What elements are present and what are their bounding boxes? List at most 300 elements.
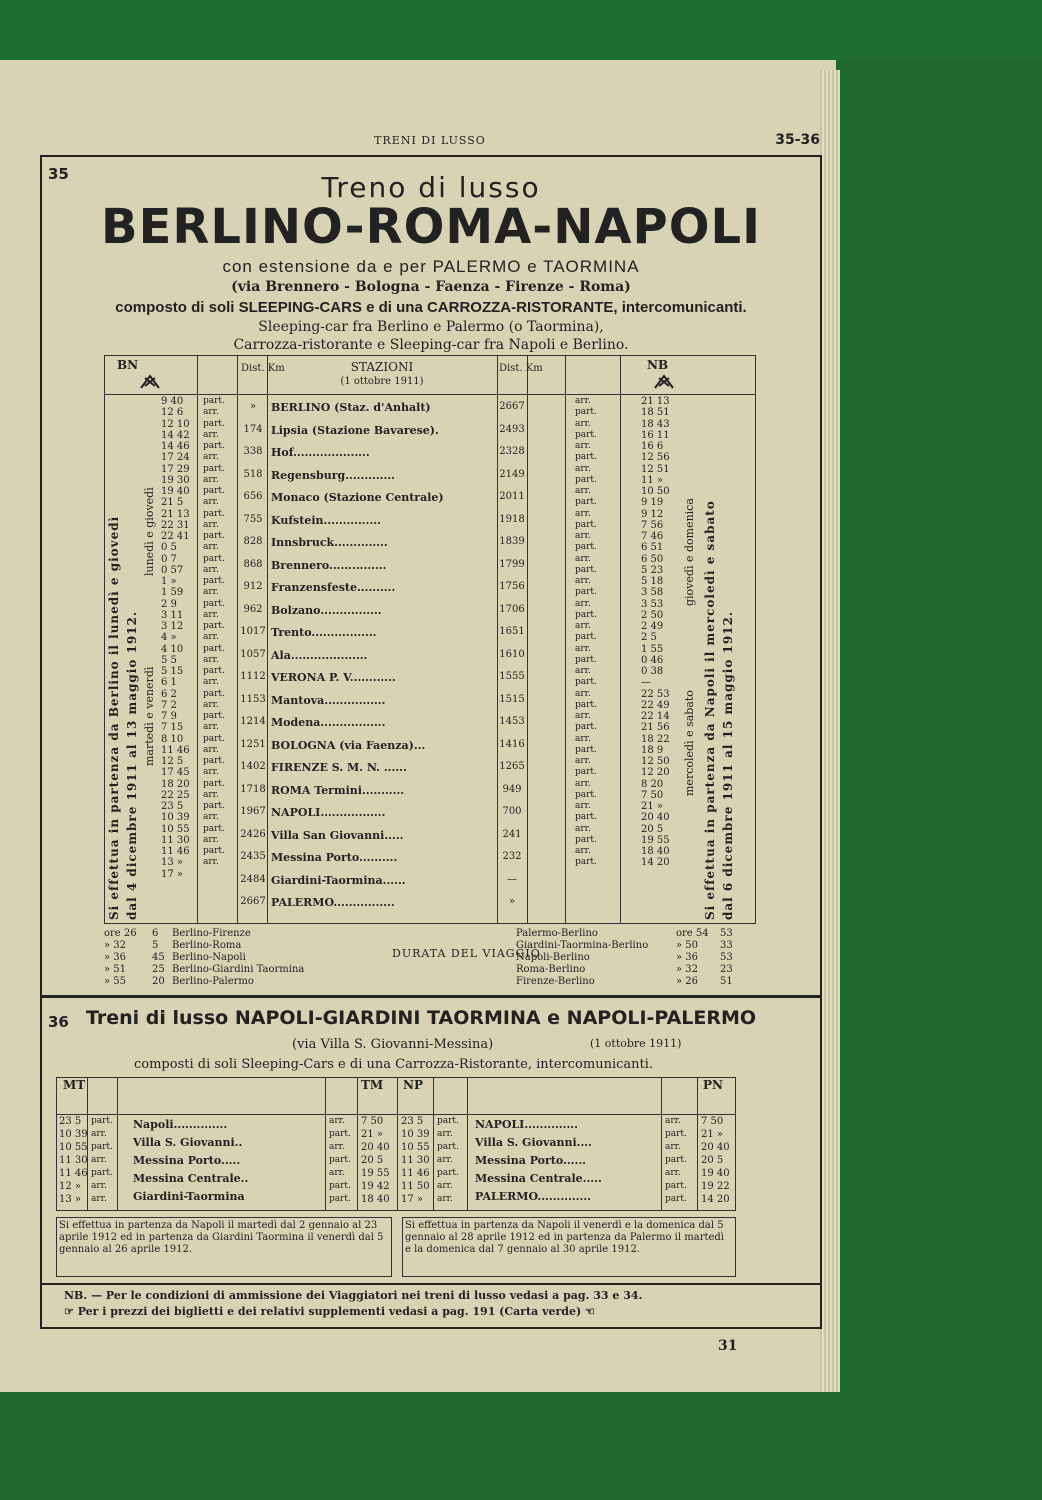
nb-time: 22 14 [641,711,670,722]
tm-time: 21 » [361,1129,384,1140]
bn-time: 9 40 [161,396,184,407]
nb-time: 12 20 [641,767,670,779]
pn-arr-part: part. [665,1194,687,1204]
bn-arr-part: part. [203,553,225,564]
section-subtitle: Treno di lusso [321,171,541,204]
left-service-note-a: Si effettua in partenza da Berlino il lunedì e giovedì [107,515,121,920]
duration-route: Berlino-Firenze [172,928,251,939]
nb-arr-part: arr. [575,711,591,721]
distance-from-berlin: 2435 [240,851,266,862]
nb-arr-part: part. [575,542,597,553]
bn-time: 0 57 [161,564,184,576]
bn-arr-part: part. [203,846,225,856]
nb-arr-part: part. [575,699,597,710]
section-36-date: (1 ottobre 1911) [590,1037,682,1050]
nb-arr-part: part. [575,429,597,440]
distance-from-berlin: » [249,401,257,412]
nb-arr-part: arr. [575,396,591,406]
nb-arr-part: arr. [575,621,591,631]
distance-to-palermo: 1651 [499,626,525,637]
np-arr-part: arr. [437,1194,453,1204]
bn-time: 11 46 [161,744,190,756]
nb-time: 18 9 [641,744,664,756]
nb-time: 3 53 [641,598,664,610]
duration-minutes: 33 [720,940,733,951]
bn-time: 19 30 [161,474,190,486]
nb-arr-part: arr. [575,756,591,766]
pointing-hand-icon: ☜ [581,1305,595,1318]
duration-route: Giardini-Taormina-Berlino [516,940,649,951]
nb-time: 2 5 [641,632,657,644]
distance-from-berlin: 1214 [240,716,266,727]
left-days-1: lunedì e giovedì [143,487,156,576]
nb-time: 20 40 [641,812,670,824]
np-time: 23 5 [401,1116,424,1127]
distance-to-palermo: 1799 [499,558,525,570]
nb-time: 7 46 [641,531,664,542]
section-36-via: (via Villa S. Giovanni-Messina) [292,1037,494,1052]
distance-from-berlin: 2484 [240,873,266,885]
nb-time: 8 20 [641,778,664,790]
restaurant-line: Carrozza-ristorante e Sleeping-car fra Napoli e Berlino. [233,337,629,353]
distance-to-palermo: 1416 [499,738,525,750]
station-name: NAPOLI.............. [475,1118,578,1131]
duration-hours: » 36 [104,952,127,963]
crown-emblem-icon [653,374,675,394]
pn-time: 20 5 [701,1155,724,1166]
station-name: Trento................. [271,626,377,639]
duration-minutes: 20 [152,976,165,987]
duration-minutes: 6 [152,928,159,939]
nb-arr-part: arr. [575,688,591,699]
distance-to-palermo: 1265 [499,761,525,772]
distance-from-berlin: 1153 [240,693,266,705]
nb-time: 0 38 [641,666,664,677]
bn-time: 5 15 [161,666,184,677]
distance-from-berlin: 1251 [240,738,266,750]
mt-time: 12 » [59,1181,82,1192]
bn-arr-part: arr. [203,744,219,755]
station-name: Ala.................... [271,648,368,662]
nb-arr-part: part. [575,497,597,508]
bn-time: 13 » [161,857,184,869]
distance-to-palermo: 2149 [499,468,525,480]
nb-time: — [641,677,651,689]
bn-time: 14 46 [161,441,190,452]
bn-time: 11 30 [161,834,190,846]
tm-arr-part: part. [329,1194,351,1204]
duration-route: Roma-Berlino [516,964,586,975]
distance-from-berlin: 868 [243,558,263,570]
mt-arr-part: arr. [91,1181,107,1191]
bn-time: 18 20 [161,778,190,790]
station-name: Hof.................... [271,446,370,459]
bn-arr-part: arr. [203,564,219,575]
bn-time: 19 40 [161,486,190,497]
distance-to-palermo: 2493 [499,423,525,435]
tm-arr-part: part. [329,1181,351,1191]
duration-route: Berlino-Giardini Taormina [172,964,305,975]
duration-hours: » 36 [676,952,699,963]
pn-time: 20 40 [701,1142,730,1153]
nb-time: 3 58 [641,587,664,599]
bn-time: 3 11 [161,609,184,621]
nb-arr-part: arr. [575,553,591,564]
bn-time: 5 5 [161,654,177,666]
station-name: BOLOGNA (via Faenza)... [271,738,426,752]
station-name: Giardini-Taormina [133,1190,245,1203]
station-name: Messina Centrale.. [133,1172,249,1185]
station-name: Messina Centrale..... [475,1172,602,1185]
bn-time: 0 5 [161,542,177,554]
bn-arr-part: part. [203,418,225,429]
right-days-2: mercoledì e sabato [683,690,696,796]
nb-time: 16 11 [641,429,670,441]
bn-time: 12 5 [161,756,184,767]
bn-arr-part: part. [203,756,225,766]
bn-time: 4 » [161,632,177,644]
tm-time: 7 50 [361,1116,384,1127]
nb-arr-part: part. [575,519,597,530]
bn-time: 14 42 [161,429,190,441]
np-arr-part: part. [437,1116,459,1126]
nb-time: 5 23 [641,564,664,576]
bn-time: 23 5 [161,801,184,812]
nb-arr-part: arr. [575,463,591,474]
running-header [40,134,820,152]
duration-minutes: 25 [152,964,165,975]
bn-arr-part: arr. [203,429,219,440]
nb-time: 1 55 [641,643,664,655]
station-name: Villa San Giovanni..... [271,828,404,842]
np-arr-part: part. [437,1142,459,1152]
distance-to-palermo: 1839 [499,536,525,547]
nb-arr-part: part. [575,564,597,575]
duration-title: DURATA DEL VIAGGIO [392,947,541,960]
nb-time: 6 50 [641,553,664,565]
pn-arr-part: part. [665,1181,687,1191]
bn-time: 6 1 [161,677,177,689]
bn-time: 7 15 [161,722,184,734]
pn-time: 19 40 [701,1168,730,1179]
bn-arr-part: part. [203,441,225,451]
tm-arr-part: arr. [329,1168,345,1178]
bn-arr-part: part. [203,486,225,496]
bn-time: 21 5 [161,497,184,509]
distance-from-berlin: 828 [243,536,263,547]
section-36-title: Treni di lusso NAPOLI-GIARDINI TAORMINA e NAPOLI-PALERMO [86,1007,757,1029]
mt-time: 10 39 [59,1129,88,1140]
tm-time: 19 42 [361,1181,390,1192]
nb-time: 16 6 [641,441,664,452]
bn-time: 8 10 [161,733,184,745]
nb-time: 21 56 [641,722,670,734]
duration-route: Firenze-Berlino [516,976,595,987]
nb-arr-part: part. [575,407,597,418]
header-page-range: 35-36 [775,132,820,148]
nb-time: 18 51 [641,407,670,419]
bn-arr-part: arr. [203,452,219,463]
np-header: NP [403,1078,423,1092]
travel-duration [104,929,754,991]
mt-arr-part: arr. [91,1194,107,1204]
mt-arr-part: arr. [91,1129,107,1139]
via-line: (via Brennero - Bologna - Faenza - Firenze - Roma) [231,279,631,295]
duration-route: Palermo-Berlino [516,928,598,939]
nb-arr-part: arr. [575,598,591,609]
distance-to-palermo: 1555 [499,671,525,682]
nb-arr-part: arr. [575,441,591,451]
bn-arr-part: part. [203,531,225,541]
pn-time: 21 » [701,1129,724,1140]
distance-to-palermo: 232 [502,851,522,862]
bn-arr-part: part. [203,643,225,654]
nb-arr-part: part. [575,452,597,463]
station-name: Kufstein............... [271,513,381,527]
mt-arr-part: part. [91,1142,113,1152]
nb-time: 14 20 [641,857,670,869]
bn-arr-part: arr. [203,474,219,485]
right-days-1: giovedì e domenica [683,498,696,606]
distance-to-palermo: 2011 [499,491,525,502]
tm-time: 20 40 [361,1142,390,1153]
station-name: Messina Porto..... [133,1154,241,1167]
tm-time: 20 5 [361,1155,384,1166]
bn-time: 17 29 [161,463,190,475]
distance-from-berlin: 962 [243,603,263,615]
distance-to-palermo: 2667 [499,401,525,412]
nb-arr-part: arr. [575,576,591,586]
station-name: PALERMO................ [271,896,395,909]
tm-time: 18 40 [361,1194,390,1205]
timetable-frame [40,155,822,1329]
nb-arr-part: part. [575,744,597,755]
page-number: 31 [718,1338,738,1354]
pn-header: PN [703,1078,723,1092]
duration-minutes: 51 [720,976,733,987]
station-name: Messina Porto...... [475,1154,587,1167]
distance-to-palermo: » [508,896,516,907]
distance-to-palermo: — [507,873,517,885]
mt-time: 13 » [59,1194,82,1205]
duration-route: Berlino-Palermo [172,976,254,987]
distance-to-palermo: 1918 [499,513,525,525]
distance-to-palermo: 2328 [499,446,525,457]
bn-arr-part: arr. [203,407,219,418]
nb-arr-part: arr. [575,508,591,519]
distance-from-berlin: 2426 [240,828,266,840]
station-name: Innsbruck.............. [271,536,388,549]
duration-hours: ore 54 [676,928,709,939]
bn-arr-part: arr. [203,834,219,845]
nb-arr-part: part. [575,834,597,845]
bn-arr-part: arr. [203,699,219,710]
distance-from-berlin: 1402 [240,761,266,772]
nb-arr-part: part. [575,632,597,643]
right-service-note-a: Si effettua in partenza da Napoli il mercoledì e sabato [703,500,717,920]
section-number-35: 35 [48,165,69,183]
nb-arr-part: part. [575,609,597,620]
station-name: Franzensfeste.......... [271,581,396,594]
bn-arr-part: arr. [203,542,219,553]
dist-header-right: Dist. Km [499,363,543,374]
nb-time: 12 51 [641,463,670,475]
mt-time: 23 5 [59,1116,82,1127]
left-days-2: martedì e venerdì [143,666,156,766]
nb-arr-part: part. [575,722,597,733]
duration-minutes: 45 [152,952,165,963]
background-top [0,0,1042,60]
bn-arr-part: arr. [203,654,219,665]
np-arr-part: arr. [437,1129,453,1139]
nb-note-1: NB. — Per le condizioni di ammissione dei Viaggiatori nei treni di lusso vedasi a pag. 33 e 34. [64,1289,643,1302]
note-left: Si effettua in partenza da Napoli il martedì dal 2 gennaio al 23 aprile 1912 ed in partenza da Giardini Taormina il venerdì dal 5 gennaio al 26 aprile 1912. [56,1217,392,1277]
section-title: BERLINO-ROMA-NAPOLI [101,199,761,255]
bn-arr-part: arr. [203,609,219,620]
bn-arr-part: arr. [203,677,219,688]
bn-arr-part: part. [203,801,225,811]
nb-time: 0 46 [641,654,664,666]
pn-arr-part: part. [665,1155,687,1165]
bn-time: 10 39 [161,812,190,824]
bn-arr-part: part. [203,778,225,789]
pn-time: 19 22 [701,1181,730,1192]
nb-arr-part: part. [575,587,597,598]
nb-arr-part: part. [575,654,597,665]
bn-arr-part: arr. [203,767,219,778]
nb-time: 18 22 [641,733,670,745]
duration-minutes: 53 [720,928,733,939]
nb-time: 9 19 [641,497,664,509]
bn-arr-part: part. [203,711,225,721]
station-name: Messina Porto.......... [271,851,398,864]
bn-arr-part: part. [203,823,225,834]
left-service-note-b: dal 4 dicembre 1911 al 13 maggio 1912. [125,610,139,920]
bn-arr-part: part. [203,688,225,699]
bn-arr-part: part. [203,666,225,676]
distance-to-palermo: 1515 [499,693,525,705]
nb-note-2 [64,1305,595,1318]
nb-time: 11 » [641,474,664,486]
distance-from-berlin: 2667 [240,896,266,907]
right-service-note-b: dal 6 dicembre 1911 al 15 maggio 1912. [721,610,735,920]
distance-to-palermo: 949 [502,783,522,795]
nb-header: NB [647,358,669,372]
timetable-35 [104,355,756,924]
bn-arr-part: arr. [203,857,219,868]
np-time: 10 55 [401,1142,430,1153]
bn-arr-part: part. [203,621,225,631]
nb-arr-part: arr. [575,801,591,811]
pn-arr-part: arr. [665,1168,681,1178]
nb-arr-part: part. [575,677,597,688]
distance-from-berlin: 1112 [240,671,266,682]
nb-time: 18 43 [641,418,670,430]
mt-arr-part: arr. [91,1155,107,1165]
stations-date: (1 ottobre 1911) [340,376,424,387]
nb-time: 12 50 [641,756,670,767]
station-name: Regensburg............. [271,468,395,482]
bn-time: 10 55 [161,823,190,835]
nb-arr-part: part. [575,789,597,800]
duration-hours: ore 26 [104,928,137,939]
pointing-hand-icon: ☞ [64,1305,78,1318]
nb-time: 5 18 [641,576,664,587]
nb-time: 2 50 [641,609,664,621]
station-name: BERLINO (Staz. d'Anhalt) [271,401,431,414]
pn-time: 14 20 [701,1194,730,1205]
tm-arr-part: part. [329,1155,351,1165]
composition-line: composto di soli SLEEPING-CARS e di una CARROZZA-RISTORANTE, intercomunicanti. [115,299,747,316]
bn-time: 22 31 [161,519,190,531]
station-name: VERONA P. V............ [271,671,396,684]
nb-time: 9 12 [641,508,664,520]
tm-arr-part: arr. [329,1116,345,1126]
pn-time: 7 50 [701,1116,724,1127]
distance-from-berlin: 518 [243,468,263,480]
station-name: Napoli.............. [133,1118,228,1131]
bn-time: 7 9 [161,711,177,722]
np-time: 11 46 [401,1168,430,1179]
bn-time: 1 » [161,576,177,587]
distance-to-palermo: 1756 [499,581,525,592]
bn-time: 22 25 [161,789,190,801]
nb-arr-part: arr. [575,846,591,856]
station-name: Villa S. Giovanni.... [475,1136,592,1149]
distance-from-berlin: 1057 [240,648,266,660]
station-name: Mantova................ [271,693,386,707]
section-divider [42,995,820,998]
nb-time: 22 49 [641,699,670,711]
bn-time: 17 » [161,868,184,880]
crown-emblem-icon [139,374,161,394]
distance-to-palermo: 241 [502,828,522,840]
bn-arr-part: arr. [203,497,219,508]
bn-arr-part: arr. [203,632,219,643]
duration-route: Berlino-Napoli [172,952,246,963]
station-name: FIRENZE S. M. N. ...... [271,761,407,774]
station-name: PALERMO.............. [475,1190,591,1203]
station-name: NAPOLI................. [271,806,386,819]
bn-arr-part: part. [203,463,225,474]
distance-from-berlin: 1718 [240,783,266,795]
nb-arr-part: arr. [575,778,591,789]
nb-time: 7 50 [641,789,664,801]
nb-time: 12 56 [641,452,670,464]
mt-time: 11 46 [59,1168,88,1179]
bn-arr-part: arr. [203,519,219,530]
bn-time: 11 46 [161,846,190,857]
np-arr-part: arr. [437,1181,453,1191]
nb-note-2-text: Per i prezzi dei biglietti e dei relativi supplementi vedasi a pag. 191 (Carta verde) [77,1305,582,1318]
bn-time: 22 41 [161,531,190,542]
bn-arr-part: arr. [203,587,219,598]
nb-arr-part: arr. [575,486,591,496]
nb-arr-part: arr. [575,733,591,744]
station-name: ROMA Termini........... [271,783,405,797]
nb-time: 18 40 [641,846,670,857]
station-name: Giardini-Taormina...... [271,873,406,887]
station-name: Lipsia (Stazione Bavarese). [271,423,439,437]
distance-from-berlin: 1017 [240,626,266,637]
bn-arr-part: part. [203,508,225,519]
distance-to-palermo: 700 [502,806,522,817]
bn-arr-part: arr. [203,789,219,800]
tm-time: 19 55 [361,1168,390,1179]
bn-arr-part: part. [203,598,225,609]
bn-time: 12 10 [161,418,190,430]
duration-hours: » 32 [676,964,699,975]
